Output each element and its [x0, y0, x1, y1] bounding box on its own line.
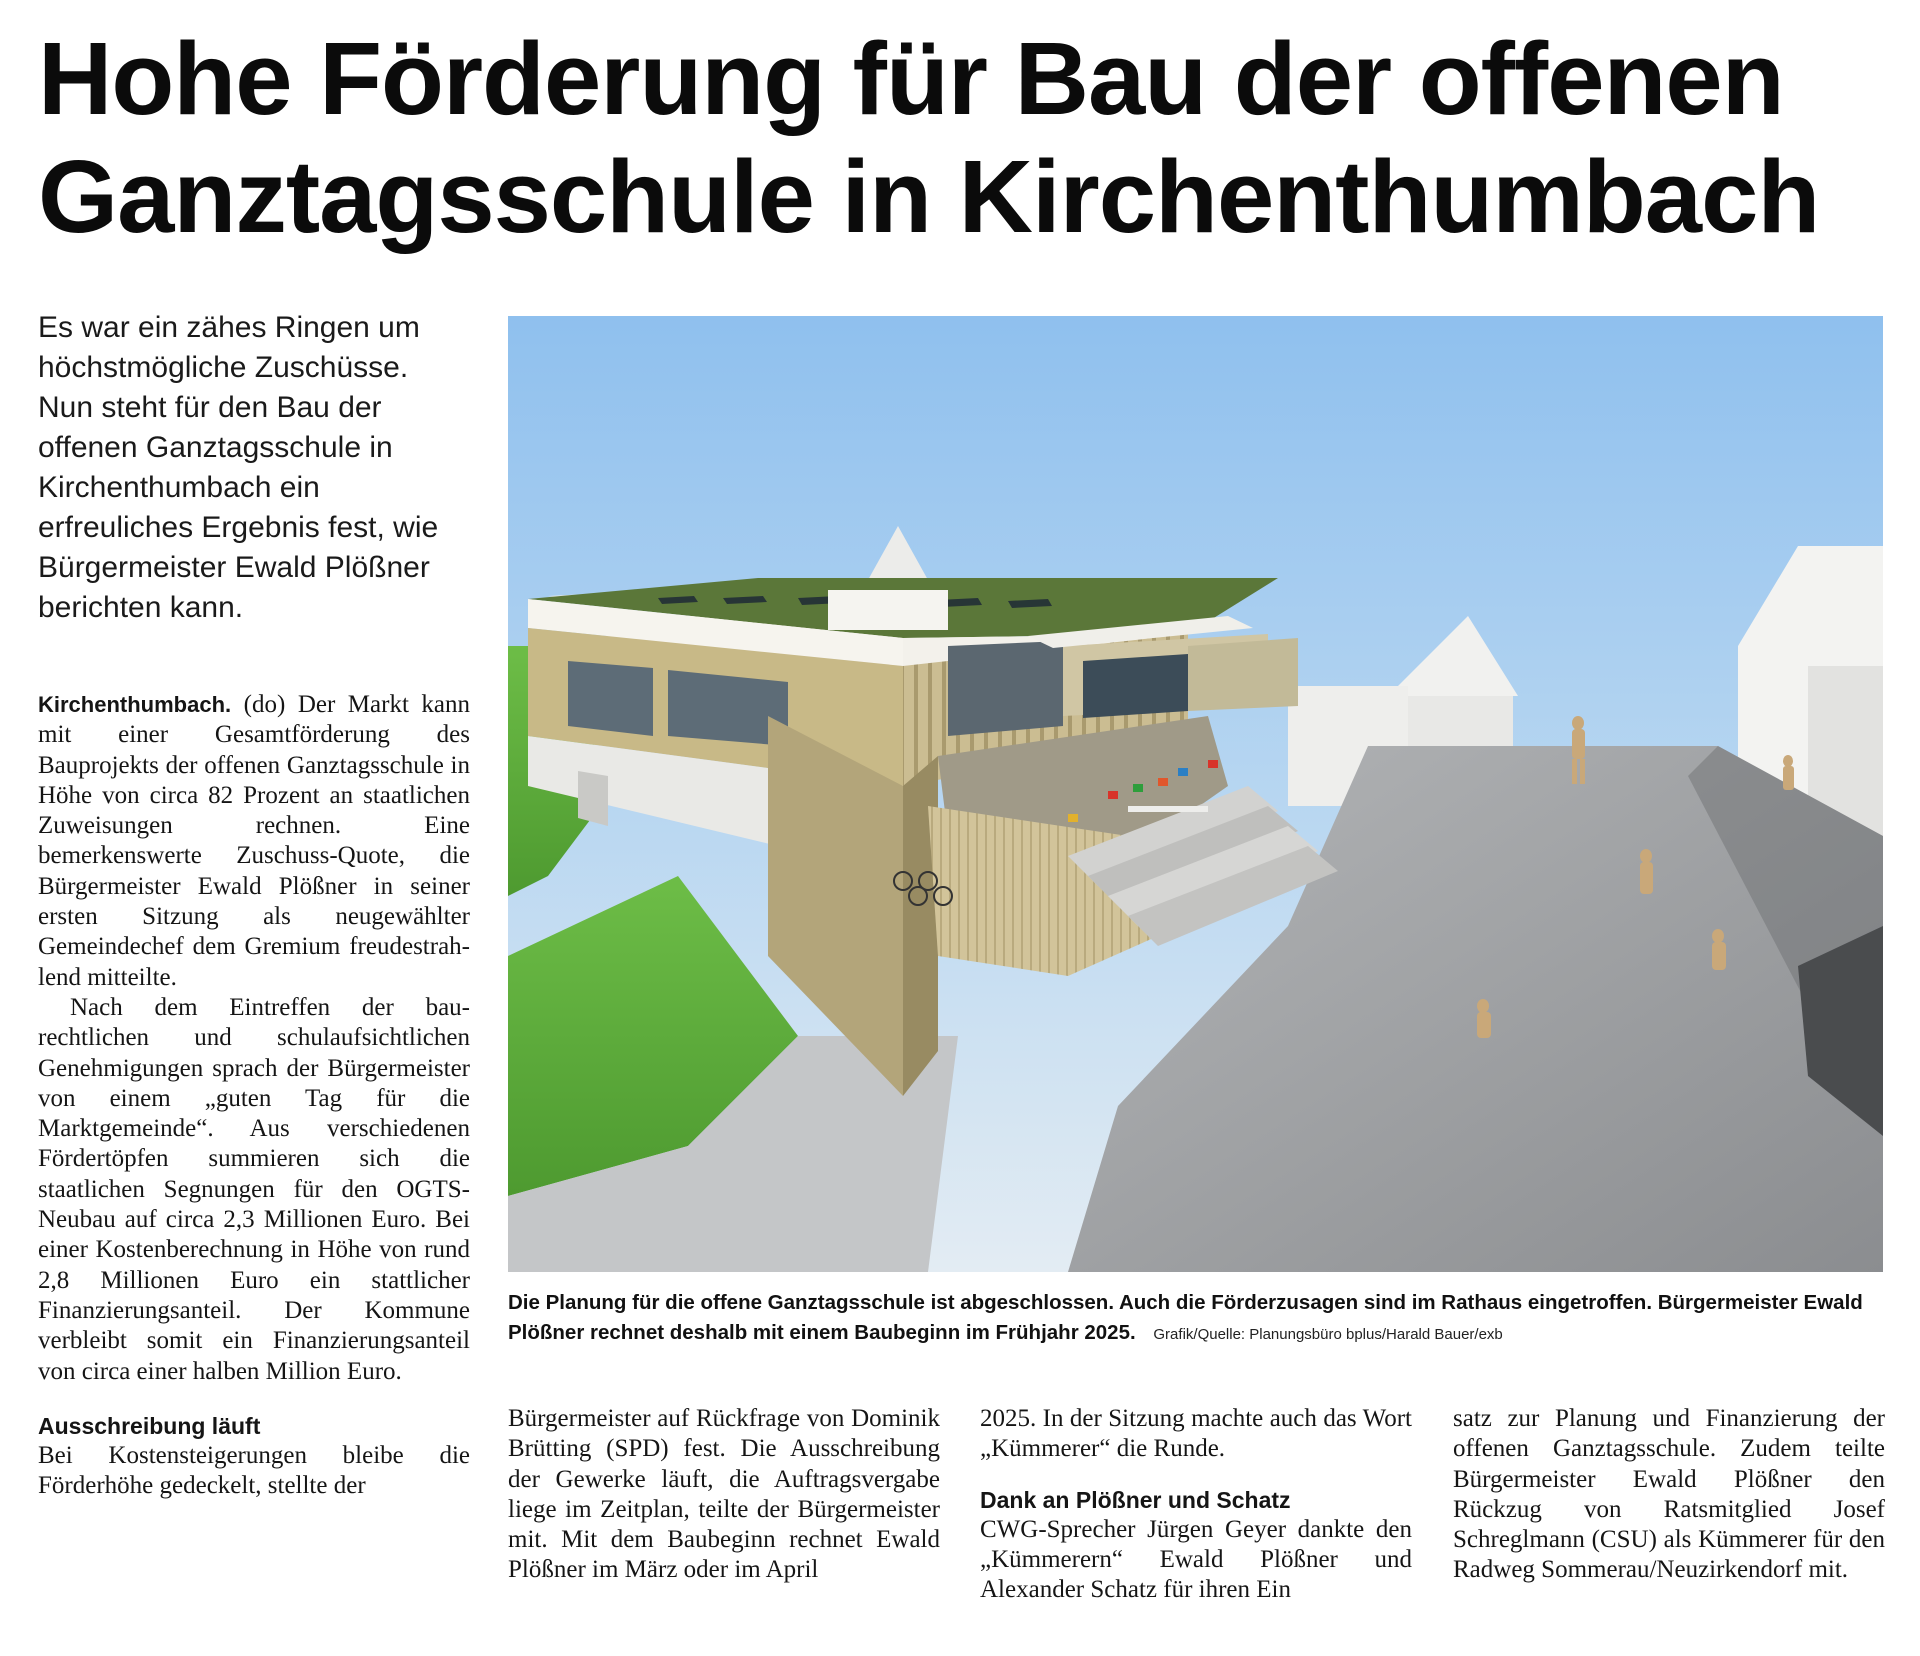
paragraph-3: Bei Kostensteigerungen bleibe die Förderhöhe gedeckelt, stellte der — [38, 1441, 470, 1500]
article-column-3 — [980, 1404, 1412, 1605]
paragraph-2: Nach dem Eintreffen der baurechtlichen und schulaufsichtlichen Genehmigungen sprach der Bürgermeister von einem „guten Tag für die Marktgemeinde“. Aus verschiedenen Fördertöpfen summieren sich die staatlichen Segnungen für den OGTS-Neubau auf circa 2,3 Millionen Euro. Bei einer Kostenberechnung in Höhe von rund 2,8 Millionen Euro ein stattlicher Finanzierungsanteil. Der Kommune verbleibt somit ein Finanzierungsanteil von circa einer halben Million Euro. — [38, 993, 470, 1385]
paragraph-1-text: (do) Der Markt kann mit einer Gesamtförderung des Bauprojekts der offenen Ganztagsschule in Höhe von circa 82 Prozent an staatlichen Zuweisungen rechnen. Eine bemerkenswerte Zuschuss-Quote, die Bürgermeister Ewald Plößner in seiner ersten Sitzung als neugewählter Gemeindechef dem Gremium freudestrahlend mitteilte. — [38, 691, 470, 991]
dateline: Kirchenthumbach. — [38, 692, 232, 717]
article-column-1 — [38, 690, 470, 1501]
article-column-2 — [508, 1404, 940, 1586]
building-rendering-image — [508, 316, 1883, 1272]
headline-line-1: Hohe Förderung für Bau der offenen — [38, 21, 1784, 136]
caption-text: Die Planung für die offene Ganztagsschule ist abgeschlossen. Auch die Förderzusagen sind im Rathaus eingetroffen. Bürgermeister Ewald Plößner rechnet deshalb mit einem Baubeginn im Frühjahr 2025. — [508, 1291, 1863, 1344]
lead-paragraph: Es war ein zähes Ringen um höchstmögliche Zuschüsse. Nun steht für den Bau der offenen Ganztagsschule in Kirchenthumbach ein erfreuliches Ergebnis fest, wie Bürgermeister Ewald Plößner berichten kann. — [38, 311, 439, 624]
paragraph-6: CWG-Sprecher Jürgen Geyer dankte den „Kümmerern“ Ewald Plößner und Alexander Schatz für ihren Ein — [980, 1515, 1412, 1604]
paragraph-7: satz zur Planung und Finanzierung der offenen Ganztagsschule. Zudem teilte Bürgermeister Ewald Plößner den Rückzug von Ratsmitglied Josef Schreglmann (CSU) als Kümmerer für den Radweg Sommerau/Neuzirkendorf mit. — [1453, 1405, 1885, 1584]
subhead-dank: Dank an Plößner und Schatz — [980, 1486, 1291, 1513]
subhead-ausschreibung: Ausschreibung läuft — [38, 1412, 261, 1439]
article-column-4 — [1453, 1404, 1885, 1586]
headline — [38, 20, 1898, 256]
paragraph-4: Bürgermeister auf Rückfrage von Dominik Brütting (SPD) fest. Die Ausschreibung der Gewerke läuft, die Auftragsvergabe liege im Zeitplan, teilte der Bürgermeister mit. Mit dem Baubeginn rechnet Ewald Plößner im März oder im April — [508, 1405, 940, 1584]
rendering-illustration — [508, 316, 1883, 1272]
paragraph-1 — [38, 690, 470, 993]
photo-credit: Grafik/Quelle: Planungsbüro bplus/Harald Bauer/exb — [1153, 1326, 1503, 1343]
headline-line-2: Ganztagsschule in Kirchenthumbach — [38, 139, 1820, 254]
paragraph-5: 2025. In der Sitzung machte auch das Wort „Kümmerer“ die Runde. — [980, 1405, 1412, 1463]
photo-caption — [508, 1288, 1886, 1350]
